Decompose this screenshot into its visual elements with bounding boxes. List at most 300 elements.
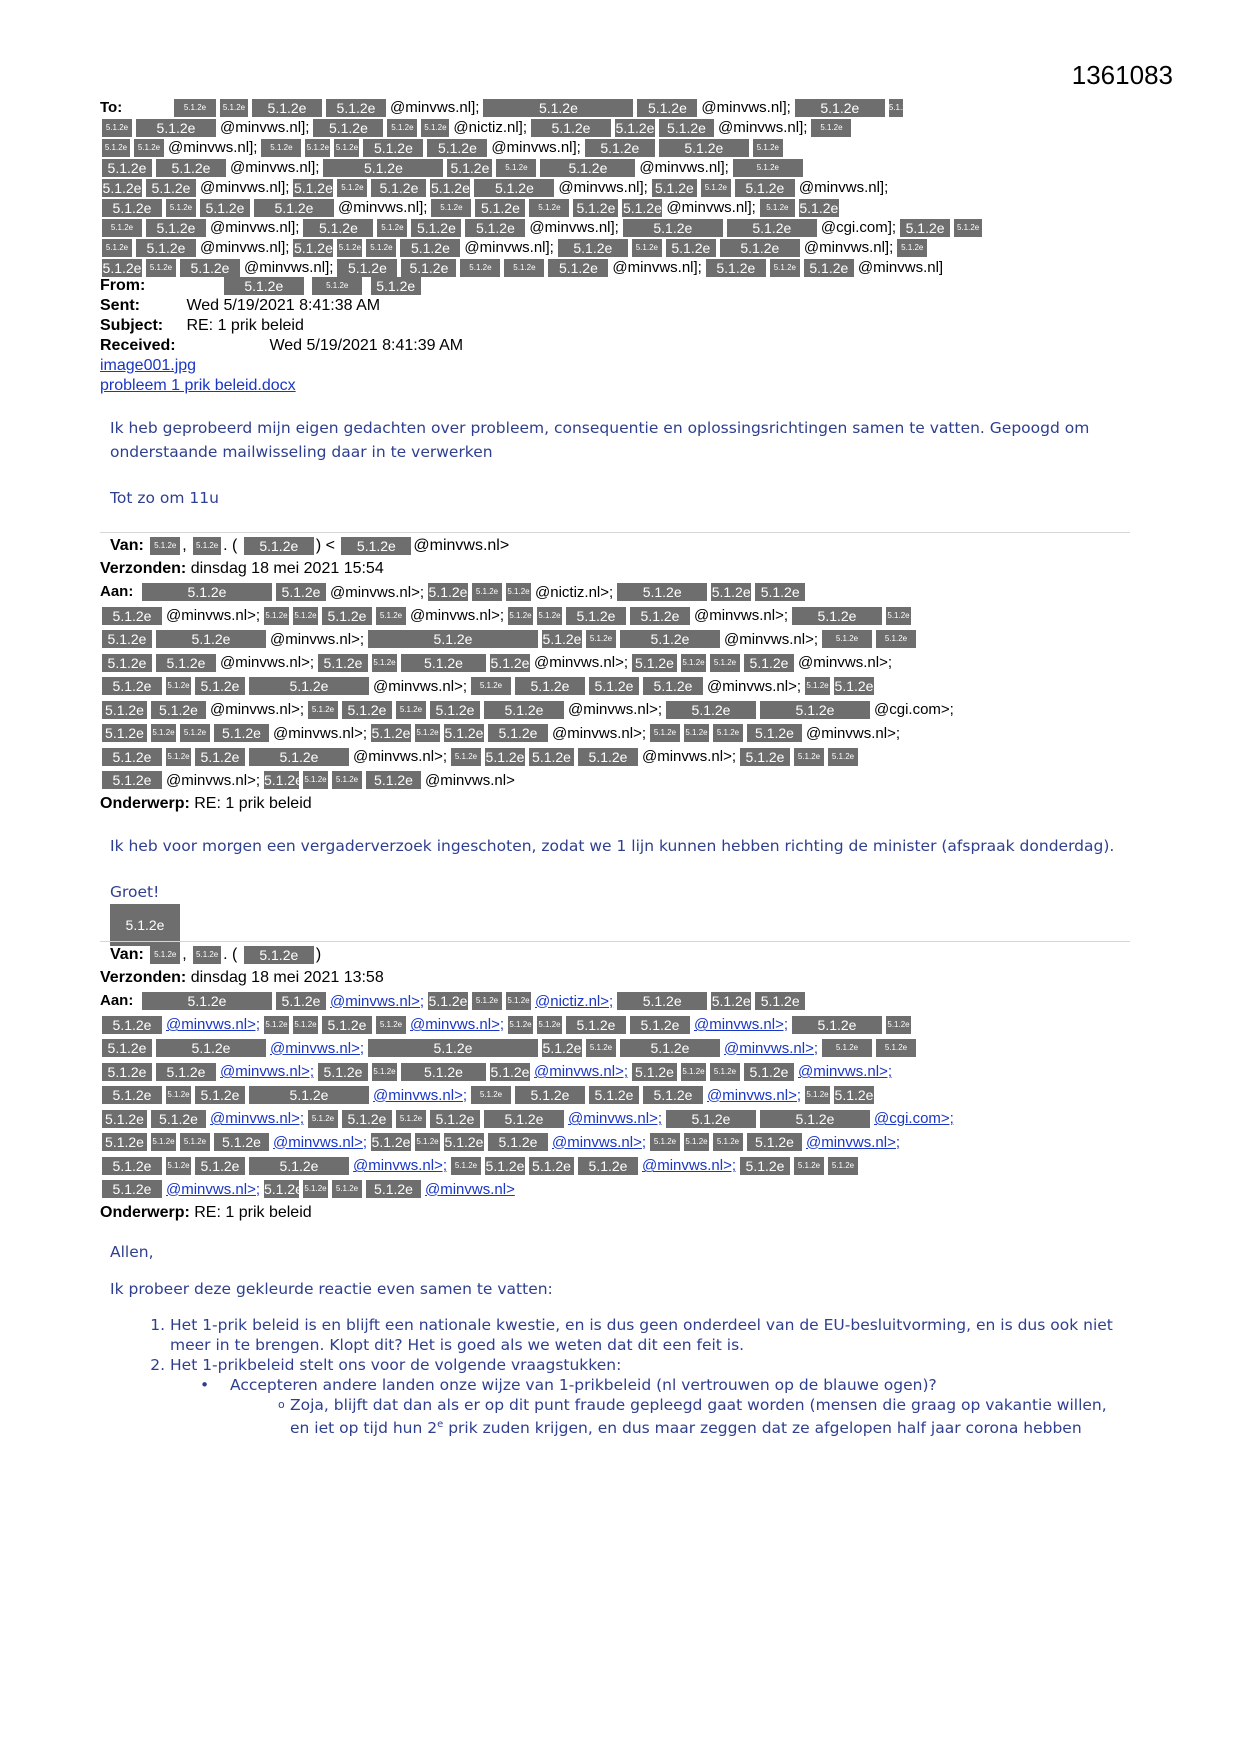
email-domain[interactable]: @minvws.nl>;: [724, 1039, 818, 1057]
redacted-box: 5.1.2e: [337, 259, 397, 277]
redacted-box: 5.1.2e: [166, 1157, 191, 1175]
redacted-box: 5.1.2e: [834, 1087, 874, 1104]
redacted-box: 5.1.2e: [151, 1110, 206, 1128]
redacted-box: 5.1.2e: [102, 159, 152, 177]
van-row: Van: 5.1.2e , 5.1.2e . ( 5.1.2e ): [100, 943, 1140, 966]
redacted-box: 5.1.2e: [720, 239, 800, 257]
email-domain: @minvws.nl]: [857, 259, 944, 277]
redacted-box: 5.1.2e: [368, 1039, 538, 1057]
message-body: [110, 1242, 1130, 1438]
email-domain: @minvws.nl];: [210, 219, 300, 237]
redacted-box: 5.1.2e: [652, 179, 697, 197]
redacted-box: 5.1.2e: [537, 607, 562, 625]
email-domain[interactable]: @minvws.nl>;: [220, 1063, 314, 1081]
redacted-box: 5.1.2e: [886, 607, 911, 625]
recipient-line: [100, 198, 1160, 218]
redacted-box: 5.1.2e: [102, 607, 162, 625]
redacted-box: 5.1.2e: [713, 724, 743, 742]
redacted-box: 5.1.2e: [474, 179, 554, 197]
redacted-box: 5.1.2e: [146, 259, 176, 277]
email-domain: @minvws.nl>;: [568, 701, 662, 719]
redacted-box: 5.1.2e: [166, 748, 191, 766]
email-domain: @minvws.nl];: [230, 159, 320, 177]
redacted-box: 5.1.2e: [558, 239, 628, 257]
redacted-box: 5.1.2e: [529, 1157, 574, 1175]
redacted-box: 5.1.2e: [366, 239, 396, 257]
email-domain: @nictiz.nl>;: [535, 583, 614, 601]
redacted-box: 5.1.2e: [632, 1063, 677, 1081]
email-domain: @minvws.nl];: [803, 239, 894, 257]
email-domain: @minvws.nl];: [798, 179, 889, 197]
list-item: [170, 1355, 1130, 1438]
list-item: 1. Het 1-prik beleid is en blijft een nationale kwestie, en is dus geen onderdeel van de EU-besluitvorming, en is dus ook niet meer in te brengen. Klopt dit? Het is goed als we weten dat dit een feit is.: [170, 1315, 1130, 1355]
redacted-box: 5.1.2e: [308, 701, 338, 719]
email-domain: @minvws.nl];: [338, 199, 428, 217]
redacted-box: 5.1.2e: [193, 946, 221, 964]
onderwerp-row: [100, 1201, 1140, 1224]
recipient-line: [100, 138, 1160, 158]
redacted-box: 5.1.2e: [102, 1157, 162, 1175]
recipient-line: [100, 1036, 1140, 1060]
email-domain: @minvws.nl];: [612, 259, 702, 277]
email-domain[interactable]: @minvws.nl>;: [552, 1133, 646, 1151]
redacted-box: 5.1.2e: [822, 630, 872, 648]
redacted-box: 5.1.2e: [293, 607, 318, 625]
redacted-box: 5.1.2e: [102, 701, 147, 719]
document-number: 1361083: [1071, 60, 1173, 90]
redacted-box: 5.1.2e: [134, 139, 164, 157]
redacted-box: 5.1.2e: [156, 159, 226, 177]
recipient-line: [100, 627, 1140, 651]
redacted-box: 5.1.2e: [650, 1133, 680, 1151]
verzonden-label: Verzonden:: [100, 560, 187, 577]
email-domain: @nictiz.nl];: [453, 119, 528, 137]
quoted-header: [100, 534, 1140, 815]
redacted-box: 5.1.2e: [792, 1016, 882, 1034]
verzonden-row: [100, 557, 1140, 580]
redacted-box: 5.1.2e: [180, 1133, 210, 1151]
redacted-box: 5.1.2e: [623, 219, 723, 237]
redacted-box: 5.1.2e: [711, 993, 751, 1010]
redacted-box: 5.1.2e: [276, 583, 326, 601]
redacted-box: 5.1.2e: [415, 1133, 440, 1151]
redacted-box: 5.1.2e: [506, 583, 531, 601]
aan-recipients: [100, 989, 1140, 1201]
redacted-box: 5.1.2e: [195, 748, 245, 766]
attachment-link[interactable]: image001.jpg: [100, 357, 197, 374]
email-domain[interactable]: @minvws.nl>;: [694, 1016, 788, 1034]
redacted-box: 5.1.2e: [681, 654, 706, 672]
redacted-box: 5.1.2e: [322, 1016, 372, 1034]
redacted-box: 5.1.2e: [573, 199, 618, 217]
email-domain: @minvws.nl>;: [534, 654, 628, 672]
redacted-box: 5.1.2e: [484, 1110, 564, 1128]
redacted-box: 5.1.2e: [472, 583, 502, 601]
redacted-box: 5.1.2e: [220, 99, 248, 117]
redacted-box: 5.1.2e: [156, 1063, 216, 1081]
email-domain[interactable]: @minvws.nl>;: [166, 1016, 260, 1034]
redacted-box: 5.1.2e: [421, 119, 449, 137]
email-domain[interactable]: @minvws.nl>;: [270, 1039, 364, 1057]
redacted-box: 5.1.2e: [485, 748, 525, 765]
redacted-box: 5.1.2e: [710, 1063, 740, 1081]
redacted-box: 5.1.2e: [834, 678, 874, 695]
message-body: [110, 416, 1130, 510]
redacted-box: 5.1.2e: [740, 748, 790, 766]
email-domain[interactable]: @minvws.nl>;: [166, 1180, 260, 1198]
email-domain: @minvws.nl];: [558, 179, 648, 197]
redacted-box: 5.1.2e: [180, 259, 240, 277]
onderwerp-value: RE: 1 prik beleid: [194, 1203, 312, 1221]
email-domain[interactable]: @nictiz.nl>;: [535, 992, 614, 1010]
email-domain[interactable]: @minvws.nl>: [425, 1180, 515, 1198]
redacted-box: 5.1.2e: [303, 771, 328, 789]
salutation: Allen,: [110, 1243, 154, 1261]
redacted-box: 5.1.2e: [622, 200, 662, 217]
redacted-box: 5.1.2e: [706, 259, 766, 277]
email-domain[interactable]: @minvws.nl>;: [353, 1157, 447, 1175]
redacted-box: 5.1.2e: [589, 677, 639, 695]
redacted-box: 5.1.2e: [578, 1157, 638, 1175]
redacted-box: 5.1.2e: [166, 1086, 191, 1104]
sent-label: Sent:: [100, 297, 140, 314]
redacted-box: 5.1.2e: [566, 1016, 626, 1034]
email-domain: @minvws.nl];: [244, 259, 334, 277]
redacted-box: 5.1.2e: [643, 677, 703, 695]
email-domain: @minvws.nl>;: [166, 771, 260, 789]
superscript: e: [437, 1419, 444, 1430]
quoted-header: [100, 943, 1140, 1224]
separator: [100, 532, 1130, 533]
redacted-box: 5.1.2e: [431, 199, 471, 217]
redacted-box: 5.1.2e: [566, 607, 626, 625]
redacted-box: 5.1.2e: [214, 1133, 269, 1151]
redacted-box: 5.1.2e: [586, 1039, 616, 1057]
redacted-box: 5.1.2e: [102, 677, 162, 695]
email-domain: @minvws.nl>;: [166, 607, 260, 625]
redacted-box: 5.1.2e: [540, 159, 635, 177]
recipient-line: [100, 1130, 1140, 1154]
onderwerp-value: RE: 1 prik beleid: [194, 794, 312, 812]
email-domain: @minvws.nl>: [425, 771, 515, 789]
redacted-box: 5.1.2e: [313, 119, 383, 137]
email-domain: @minvws.nl>;: [642, 748, 736, 766]
redacted-box: 5.1.2e: [303, 1180, 328, 1198]
email-domain: @minvws.nl];: [220, 119, 310, 137]
redacted-box: 5.1.2e: [337, 179, 367, 197]
redacted-box: 5.1.2e: [537, 1016, 562, 1034]
redacted-box: 5.1.2e: [376, 607, 406, 625]
redacted-box: 5.1.2e: [136, 239, 196, 257]
email-domain: @minvws.nl>;: [806, 724, 900, 742]
redacted-box: 5.1.2e: [151, 724, 176, 742]
email-domain[interactable]: @minvws.nl>;: [642, 1157, 736, 1175]
redacted-box: 5.1.2e: [506, 992, 531, 1010]
redacted-box: 5.1.2e: [531, 119, 611, 137]
redacted-box: 5.1.2e: [828, 748, 858, 766]
redacted-box: 5.1.2e: [428, 993, 468, 1010]
redacted-box: 5.1.2e: [249, 1086, 369, 1104]
redacted-box: 5.1.2e: [897, 239, 927, 257]
redacted-box: 5.1.2e: [666, 701, 756, 719]
redacted-box: 5.1.2e: [589, 1086, 639, 1104]
redacted-box: 5.1.2e: [376, 1016, 406, 1034]
redacted-box: 5.1.2e: [744, 654, 794, 672]
recipient-line: [100, 674, 1140, 698]
redacted-box: 5.1.2e: [396, 1110, 426, 1128]
redacted-box: 5.1.2e: [465, 219, 525, 237]
redacted-box: 5.1.2e: [102, 1180, 162, 1198]
redacted-box: 5.1.2e: [632, 654, 677, 672]
redacted-box: 5.1.2e: [102, 239, 132, 257]
email-domain: @minvws.nl>: [413, 537, 510, 554]
email-domain: @minvws.nl>;: [220, 654, 314, 672]
redacted-box: 5.1.2e: [318, 654, 368, 672]
redacted-box: 5.1.2e: [156, 1039, 266, 1057]
email-domain[interactable]: @cgi.com>;: [874, 1110, 954, 1128]
email-domain: @minvws.nl];: [639, 159, 729, 177]
redacted-box: 5.1.2e: [615, 120, 655, 137]
email-domain[interactable]: @minvws.nl>;: [273, 1133, 367, 1151]
email-domain[interactable]: @minvws.nl>;: [568, 1110, 662, 1128]
redacted-box: 5.1.2e: [794, 748, 824, 766]
van-label: Van:: [110, 537, 144, 554]
email-domain: @minvws.nl];: [168, 139, 258, 157]
email-domain: @minvws.nl>;: [707, 677, 801, 695]
redacted-box: 5.1.2e: [224, 277, 304, 295]
redacted-box: 5.1.2e: [249, 1157, 349, 1175]
list-item: [230, 1375, 1130, 1438]
redacted-box: 5.1.2e: [332, 1180, 362, 1198]
redacted-box: 5.1.2e: [400, 239, 460, 257]
attachment-link[interactable]: probleem 1 prik beleid.docx: [100, 377, 296, 394]
redacted-box: 5.1.2e: [617, 583, 707, 601]
email-domain[interactable]: @minvws.nl>;: [373, 1086, 467, 1104]
redacted-box: 5.1.2e: [142, 583, 272, 601]
redacted-box: 5.1.2e: [136, 119, 216, 137]
redacted-box: 5.1.2e: [744, 1063, 794, 1081]
redacted-signature: 5.1.2e: [110, 904, 180, 946]
recipient-line: [100, 158, 1160, 178]
recipient-line: [100, 218, 1160, 238]
recipient-line: [100, 604, 1140, 628]
redacted-box: 5.1.2e: [195, 1086, 245, 1104]
redacted-box: 5.1.2e: [632, 239, 662, 257]
redacted-box: 5.1.2e: [542, 631, 582, 648]
redacted-box: 5.1.2e: [713, 1133, 743, 1151]
redacted-box: 5.1.2e: [401, 259, 456, 277]
redacted-box: 5.1.2e: [326, 99, 386, 117]
redacted-box: 5.1.2e: [483, 99, 633, 117]
redacted-box: 5.1.2e: [805, 677, 830, 695]
redacted-box: 5.1.2e: [529, 748, 574, 766]
redacted-box: 5.1.2e: [318, 1063, 368, 1081]
subject-value: RE: 1 prik beleid: [186, 317, 304, 334]
redacted-box: 5.1.2e: [504, 259, 544, 277]
redacted-box: 5.1.2e: [799, 200, 839, 217]
redacted-box: 5.1.2e: [151, 1133, 176, 1151]
redacted-box: 5.1.2e: [371, 179, 426, 197]
recipient-line: [100, 1060, 1140, 1084]
redacted-box: 5.1.2e: [508, 607, 533, 625]
redacted-box: 5.1.2e: [451, 748, 481, 766]
redacted-box: 5.1.2e: [102, 1133, 147, 1151]
redacted-box: 5.1.2e: [792, 607, 882, 625]
email-domain[interactable]: @minvws.nl>;: [330, 992, 424, 1010]
recipient-line: [100, 721, 1140, 745]
redacted-box: 5.1.2e: [701, 179, 731, 197]
recipient-line: [100, 178, 1160, 198]
paragraph: Ik heb geprobeerd mijn eigen gedachten over probleem, consequentie en oplossingsrichtingen samen te vatten. Gepoogd om onderstaande mailwisseling daar in te verwerken: [110, 419, 1090, 461]
redacted-box: 5.1.2e: [753, 139, 783, 157]
email-domain[interactable]: @minvws.nl>;: [210, 1110, 304, 1128]
redacted-box: 5.1.2e: [886, 1016, 911, 1034]
redacted-box: 5.1.2e: [578, 748, 638, 766]
redacted-box: 5.1.2e: [261, 139, 301, 157]
redacted-box: 5.1.2e: [684, 724, 709, 742]
aan-recipients: [100, 580, 1140, 792]
redacted-box: 5.1.2e: [740, 1157, 790, 1175]
redacted-box: 5.1.2e: [142, 992, 272, 1010]
redacted-box: 5.1.2e: [264, 1016, 289, 1034]
redacted-box: 5.1.2e: [195, 677, 245, 695]
redacted-box: 5.1.2e: [341, 537, 411, 555]
redacted-box: 5.1.2e: [430, 1110, 480, 1128]
recipient-line: [100, 580, 1140, 604]
redacted-box: 5.1.2e: [368, 630, 538, 648]
message-body: [110, 834, 1130, 946]
redacted-box: 5.1.2e: [102, 654, 152, 672]
email-domain: @minvws.nl];: [718, 119, 808, 137]
sent-value: Wed 5/19/2021 8:41:38 AM: [186, 297, 381, 314]
redacted-box: 5.1.2e: [372, 654, 397, 672]
redacted-box: 5.1.2e: [174, 99, 216, 117]
email-domain[interactable]: @minvws.nl>;: [798, 1063, 892, 1081]
onderwerp-label: Onderwerp:: [100, 794, 190, 812]
redacted-box: 5.1.2e: [586, 630, 616, 648]
redacted-box: 5.1.2e: [264, 772, 303, 789]
redacted-box: 5.1.2e: [515, 1086, 585, 1104]
recipient-line: [100, 651, 1140, 675]
recipient-line: [100, 1013, 1140, 1037]
redacted-box: 5.1.2e: [415, 724, 440, 742]
redacted-box: 5.1.2e: [102, 1110, 147, 1128]
sub-list: [170, 1375, 1130, 1438]
email-domain: @minvws.nl>;: [552, 724, 646, 742]
redacted-box: 5.1.2e: [755, 992, 805, 1010]
recipient-line: [100, 1083, 1140, 1107]
redacted-box: 5.1.2e: [617, 992, 707, 1010]
redacted-box: 5.1.2e: [337, 239, 362, 257]
redacted-box: 5.1.2e: [102, 260, 142, 277]
redacted-box: 5.1.2e: [760, 701, 870, 719]
received-value: Wed 5/19/2021 8:41:39 AM: [269, 337, 464, 354]
redacted-box: 5.1.2e: [102, 1086, 162, 1104]
separator: [100, 941, 1130, 942]
email-domain: @minvws.nl>;: [798, 654, 892, 672]
to-label: Aan:: [100, 992, 134, 1009]
redacted-box: 5.1.2e: [366, 1180, 421, 1198]
redacted-box: 5.1.2e: [102, 199, 162, 217]
redacted-box: 5.1.2e: [508, 1016, 533, 1034]
list-item-text: prik zuden krijgen, en dus maar zeggen dat ze afgelopen half jaar corona hebben: [443, 1419, 1082, 1438]
email-domain[interactable]: @minvws.nl>;: [806, 1133, 900, 1151]
email-domain[interactable]: @minvws.nl>;: [707, 1086, 801, 1104]
redacted-box: 5.1.2e: [102, 139, 130, 157]
redacted-box: 5.1.2e: [485, 1157, 525, 1174]
email-domain[interactable]: @minvws.nl>;: [534, 1063, 628, 1081]
email-domain: @minvws.nl];: [529, 219, 619, 237]
redacted-box: 5.1.2e: [166, 199, 196, 217]
redacted-box: 5.1.2e: [471, 1086, 511, 1104]
email-domain: @minvws.nl];: [200, 179, 290, 197]
redacted-box: 5.1.2e: [252, 99, 322, 117]
list-item-text: Het 1-prikbeleid stelt ons voor de volgende vraagstukken:: [170, 1356, 622, 1374]
redacted-box: 5.1.2e: [747, 724, 802, 742]
email-domain: @cgi.com>;: [874, 701, 954, 719]
redacted-box: 5.1.2e: [387, 119, 417, 137]
recipient-line: [100, 698, 1140, 722]
redacted-box: 5.1.2e: [795, 99, 885, 117]
redacted-box: 5.1.2e: [264, 607, 289, 625]
email-domain: @minvws.nl>;: [270, 630, 364, 648]
email-domain: @minvws.nl>;: [694, 607, 788, 625]
redacted-box: 5.1.2e: [396, 701, 426, 719]
recipient-line: [100, 768, 1140, 792]
redacted-box: 5.1.2e: [747, 1133, 802, 1151]
verzonden-label: Verzonden:: [100, 969, 187, 986]
received-row: [100, 336, 1160, 356]
list-item-text: Zoja, blijft dat dan als er op dit punt fraude gepleegd gaat worden (mensen die graag op vakantie willen, en iet op tijd hun 2: [290, 1396, 1107, 1438]
redacted-box: 5.1.2e: [102, 748, 162, 766]
subject-row: [100, 316, 1160, 336]
redacted-box: 5.1.2e: [312, 277, 362, 295]
redacted-box: 5.1.2e: [193, 537, 221, 555]
redacted-box: 5.1.2e: [366, 771, 421, 789]
redacted-box: 5.1.2e: [444, 1134, 484, 1151]
redacted-box: 5.1.2e: [244, 537, 314, 555]
redacted-box: 5.1.2e: [102, 724, 147, 742]
redacted-box: 5.1.2e: [637, 99, 697, 117]
to-label: To:: [100, 99, 123, 116]
email-domain: @minvws.nl>;: [210, 701, 304, 719]
redacted-box: 5.1.2e: [889, 99, 903, 117]
list-item: [290, 1395, 1130, 1438]
redacted-box: 5.1.2e: [363, 139, 423, 157]
email-domain[interactable]: @minvws.nl>;: [410, 1016, 504, 1034]
email-domain: @minvws.nl];: [491, 139, 581, 157]
redacted-box: 5.1.2e: [180, 724, 210, 742]
redacted-box: 5.1.2e: [659, 119, 714, 137]
redacted-box: 5.1.2e: [451, 1157, 481, 1175]
redacted-box: 5.1.2e: [102, 1039, 152, 1057]
redacted-box: 5.1.2e: [342, 1110, 392, 1128]
redacted-box: 5.1.2e: [102, 630, 152, 648]
to-label: Aan:: [100, 583, 134, 600]
email-domain: @minvws.nl>;: [724, 630, 818, 648]
redacted-box: 5.1.2e: [293, 1016, 318, 1034]
redacted-box: 5.1.2e: [643, 1086, 703, 1104]
redacted-box: 5.1.2e: [244, 946, 314, 964]
redacted-box: 5.1.2e: [166, 677, 191, 695]
redacted-box: 5.1.2e: [146, 179, 196, 197]
redacted-box: 5.1.2e: [659, 139, 749, 157]
redacted-box: 5.1.2e: [900, 219, 950, 237]
redacted-box: 5.1.2e: [484, 701, 564, 719]
redacted-box: 5.1.2e: [496, 159, 536, 177]
redacted-box: 5.1.2e: [293, 180, 333, 197]
redacted-box: 5.1.2e: [488, 1133, 548, 1151]
